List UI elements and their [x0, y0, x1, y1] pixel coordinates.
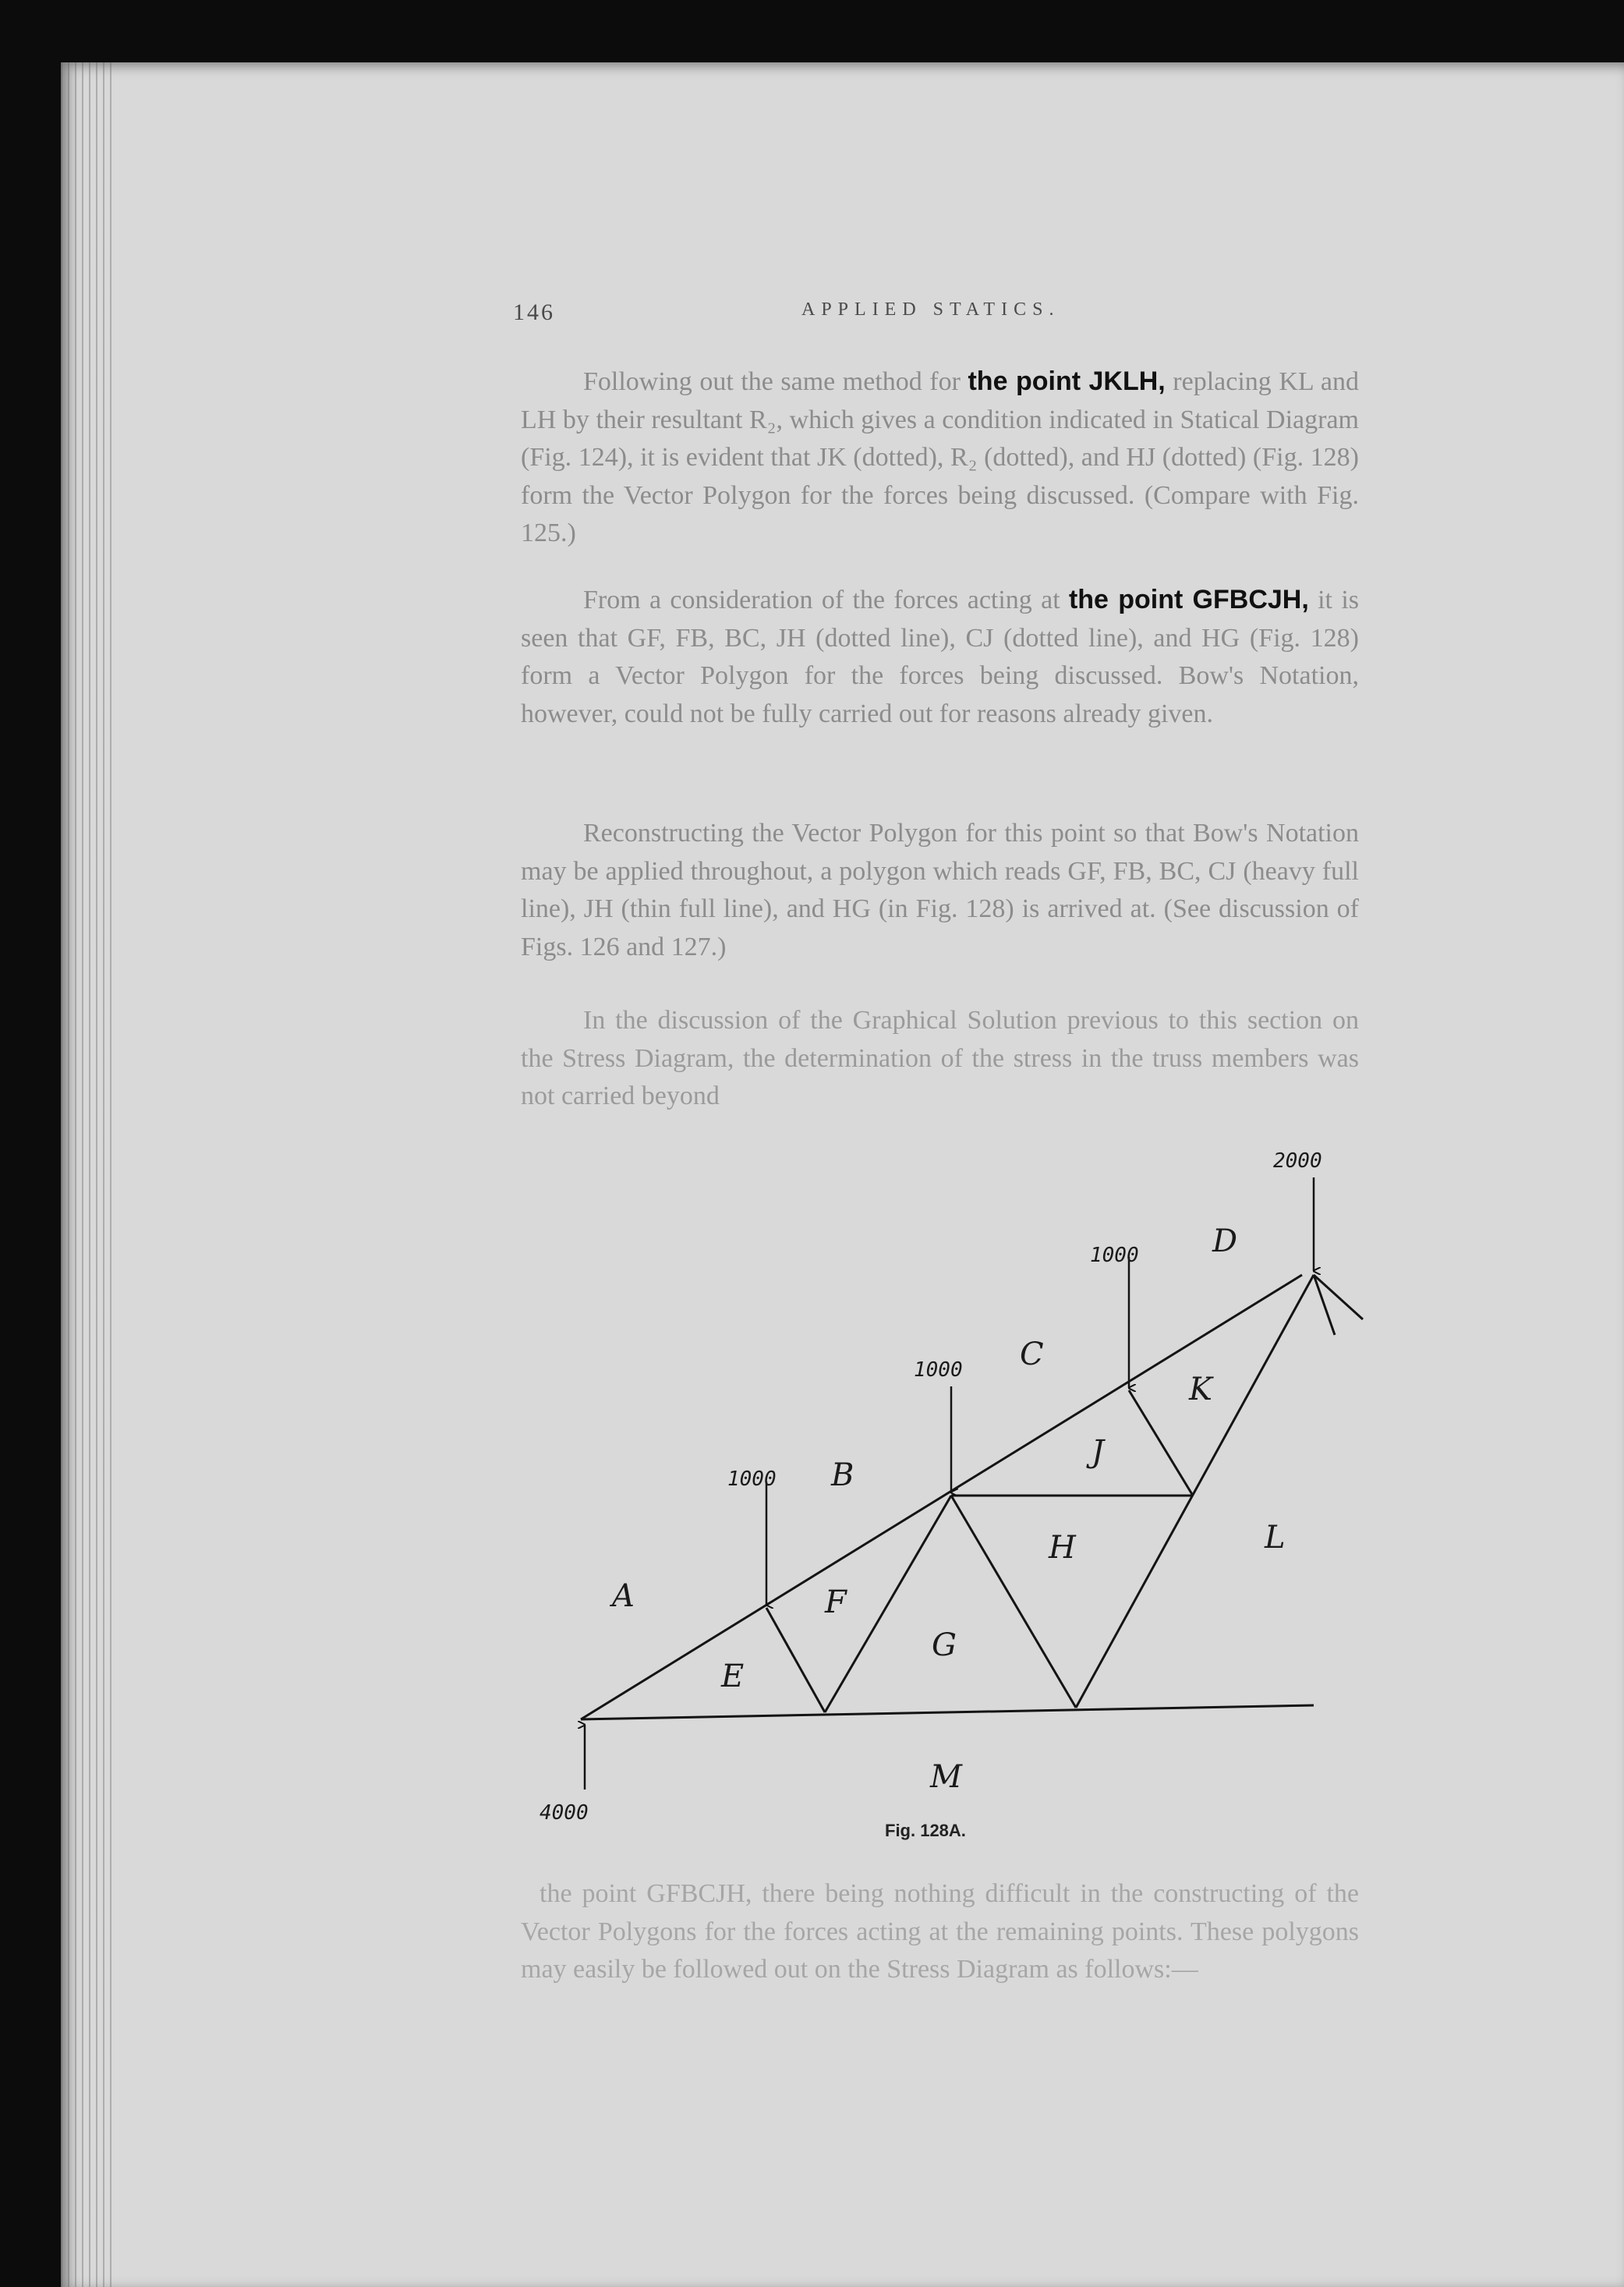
space-label: C	[1020, 1336, 1044, 1372]
running-head: APPLIED STATICS.	[801, 299, 1060, 320]
space-label: G	[932, 1627, 957, 1663]
member-j-k	[1129, 1390, 1193, 1496]
space-label: B	[831, 1457, 854, 1493]
load-value: 1000	[914, 1358, 963, 1382]
paragraph-2-bold: the point GFBCJH,	[1068, 585, 1309, 614]
space-label: J	[1092, 1434, 1105, 1470]
paragraph-3: Reconstructing the Vector Polygon for this point so that Bow's Notation may be applied throughout, a polygon which reads GF, FB, BC, CJ (heavy full line), JH (thin full line), and HG (in Fig. 128) is arrived at. (See discussion of Figs. 126 and 127.)	[521, 819, 1359, 961]
bottom-chord	[581, 1705, 1314, 1719]
load-arrows	[585, 1177, 1314, 1790]
page-number: 146	[513, 299, 555, 325]
space-label: F	[825, 1584, 847, 1620]
member-e-f	[766, 1608, 825, 1712]
load-value: 1000	[1090, 1244, 1139, 1267]
paragraph-5: the point GFBCJH, there being nothing difficult in the constructing of the Vector Polygons for the forces acting at the remaining points. These polygons may easily be followed out on the Stress Diagram as follows:—	[521, 1879, 1359, 1984]
paragraph-4: In the discussion of the Graphical Solution previous to this section on the Stress Diagram, the determination of the stress in the truss members was not carried beyond	[521, 1006, 1359, 1110]
load-value: 2000	[1273, 1149, 1322, 1173]
space-label: K	[1189, 1372, 1212, 1407]
space-label: M	[930, 1759, 962, 1795]
load-values	[540, 1149, 1322, 1825]
paragraph-2-body: it is seen that GF, FB, BC, JH (dotted line), CJ (dotted line), and HG (Fig. 128) form a Vector Polygon for the forces being discussed. Bow's Notation, however, could not be fully carried out for reasons already given.	[521, 586, 1359, 728]
space-label: H	[1049, 1530, 1076, 1566]
space-label: A	[612, 1578, 635, 1614]
space-label: L	[1265, 1520, 1286, 1556]
space-label: D	[1212, 1223, 1238, 1259]
reaction-value: 4000	[540, 1801, 589, 1825]
truss-members	[581, 1275, 1363, 1719]
member-g-h	[951, 1496, 1076, 1708]
paragraph-1-bold: the point JKLH,	[968, 366, 1166, 396]
paragraph-2-lead: From a consideration of the forces acting at	[583, 586, 1069, 614]
paragraph-1-body: replacing KL and LH by their resultant R₂, which gives a condition indicated in Statical Diagram (Fig. 124), it is evident that JK (dotted), R₂ (dotted), and HJ (dotted) (Fig. 128) form the Vector Polygon for the forces being discussed. (Compare with Fig. 125.)	[521, 367, 1360, 547]
paragraph-1-lead: Following out the same method for	[583, 367, 968, 396]
load-value: 1000	[727, 1467, 777, 1491]
space-label: E	[721, 1659, 745, 1694]
figure-caption: Fig. 128A.	[885, 1821, 966, 1840]
